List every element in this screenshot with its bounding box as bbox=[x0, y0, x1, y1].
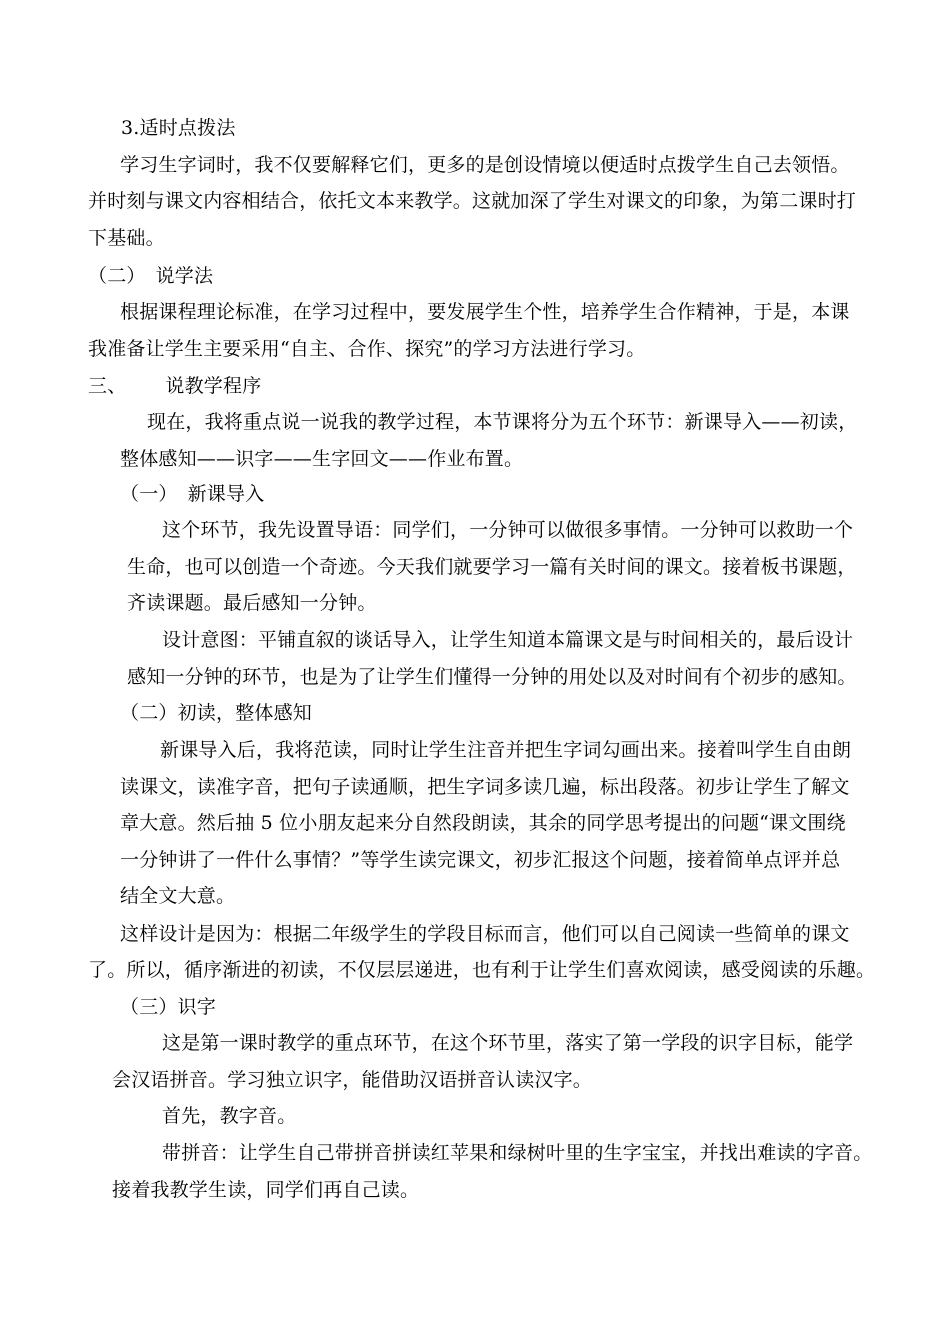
heading-title: 说教学程序 bbox=[165, 375, 262, 397]
subheading-method: 3.适时点拨法 bbox=[121, 117, 236, 139]
heading-number: 三、 bbox=[88, 375, 127, 397]
paragraph-line: 齐读课题。最后感知一分钟。 bbox=[127, 592, 377, 614]
heading-number: （一） bbox=[120, 483, 178, 505]
paragraph-line: 生命，也可以创造一个奇迹。今天我们就要学习一篇有关时间的课文。接着板书课题， bbox=[127, 556, 857, 578]
paragraph-line: 会汉语拼音。学习独立识字，能借助汉语拼音认读汉字。 bbox=[112, 1069, 593, 1091]
paragraph-line: 接着我教学生读，同学们再自己读。 bbox=[112, 1179, 420, 1201]
paragraph-line: 带拼音：让学生自己带拼音拼读红苹果和绿树叶里的生字宝宝，并找出难读的字音。 bbox=[162, 1142, 873, 1164]
paragraph-line: 结全文大意。 bbox=[120, 885, 236, 907]
paragraph-line: 下基础。 bbox=[88, 227, 165, 249]
section-heading-reading: （二）初读，整体感知 bbox=[120, 702, 313, 724]
paragraph-line: 根据课程理论标准，在学习过程中，要发展学生个性，培养学生合作精神，于是，本课 bbox=[120, 301, 850, 323]
paragraph-line: 整体感知——识字——生字回文——作业布置。 bbox=[120, 448, 524, 470]
heading-title: 说学法 bbox=[155, 265, 214, 287]
paragraph-line: 这是第一课时教学的重点环节，在这个环节里，落实了第一学段的识字目标，能学 bbox=[162, 1032, 854, 1054]
paragraph-line: 现在，我将重点说一说我的教学过程，本节课将分为五个环节：新课导入——初读， bbox=[147, 411, 858, 433]
paragraph-line: 并时刻与课文内容相结合，依托文本来教学。这就加深了学生对课文的印象，为第二课时打 bbox=[88, 190, 857, 212]
paragraph-line: 这个环节，我先设置导语：同学们，一分钟可以做很多事情。一分钟可以救助一个 bbox=[162, 519, 854, 541]
heading-title: 新课导入 bbox=[187, 483, 265, 505]
heading-number: （二） bbox=[88, 265, 146, 287]
paragraph-line: 读课文，读准字音，把句子读通顺，把生字词多读几遍，标出段落。初步让学生了解文 bbox=[120, 776, 850, 798]
paragraph-line: 感知一分钟的环节，也是为了让学生们懂得一分钟的用处以及对时间有个初步的感知。 bbox=[127, 666, 857, 688]
paragraph-line: 一分钟讲了一件什么事情？”等学生读完课文，初步汇报这个问题，接着简单点评并总 bbox=[120, 849, 841, 871]
paragraph-line: 设计意图：平铺直叙的谈话导入，让学生知道本篇课文是与时间相关的，最后设计 bbox=[162, 629, 854, 651]
paragraph-line: 章大意。然后抽 5 位小朋友起来分自然段朗读，其余的同学思考提出的问题“课文围绕 bbox=[120, 812, 846, 834]
paragraph-line: 这样设计是因为：根据二年级学生的学段目标而言，他们可以自己阅读一些简单的课文 bbox=[120, 923, 850, 945]
paragraph-line: 首先，教字音。 bbox=[162, 1105, 297, 1127]
paragraph-line: 我准备让学生主要采用“自主、合作、探究”的学习方法进行学习。 bbox=[88, 338, 646, 360]
paragraph-line: 新课导入后，我将范读，同时让学生注音并把生字词勾画出来。接着叫学生自由朗 bbox=[160, 739, 852, 761]
section-heading-intro bbox=[120, 483, 264, 505]
section-heading-learning bbox=[88, 265, 213, 287]
paragraph-line: 了。所以，循序渐进的初读，不仅层层递进，也有利于让学生们喜欢阅读，感受阅读的乐趣。 bbox=[88, 959, 876, 981]
section-heading-literacy: （三）识字 bbox=[120, 996, 217, 1018]
section-heading-part3 bbox=[88, 375, 261, 397]
paragraph-line: 学习生字词时，我不仅要解释它们，更多的是创设情境以便适时点拨学生自己去领悟。 bbox=[120, 154, 850, 176]
